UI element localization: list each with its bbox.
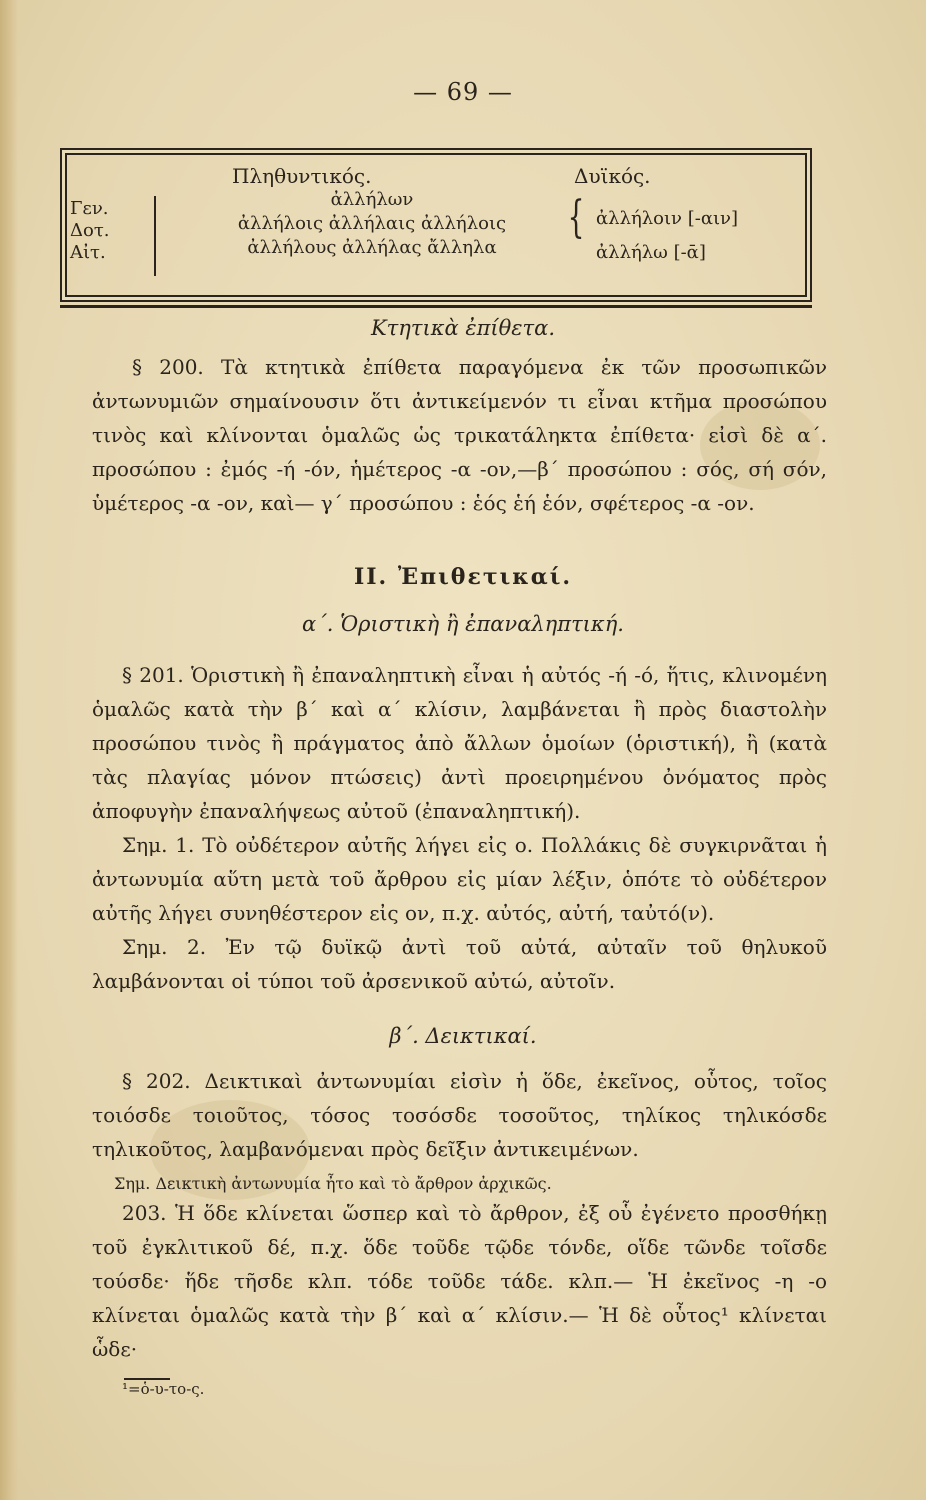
case-genitive: Γεν.	[70, 198, 109, 219]
heading-demonstrative: β΄. Δεικτικαί.	[389, 1024, 537, 1048]
heading-possessive-adjectives: Κτητικὰ ἐπίθετα.	[370, 316, 556, 340]
dual-gen-dat: ἀλλήλοιν [-αιν]	[596, 208, 739, 229]
column-divider	[154, 196, 156, 276]
paragraph-203: 203. Ἡ ὅδε κλίνεται ὥσπερ καὶ τὸ ἄρθρον, ἐξ οὗ ἐγένετο προσθήκῃ τοῦ ἐγκλιτικοῦ δέ, π.χ. ὅδε τοῦδε τῷδε τόνδε, οἵδε τῶνδε τοῖσδε τούσδε· ἥδε τῆσδε κλπ. τόδε τοῦδε τάδε. κλπ.— Ἡ ἐκεῖνος -η -ο κλίνεται ὁμαλῶς κατὰ τὴν β΄ καὶ α΄ κλίσιν.— Ἡ δὲ οὗτος¹ κλίνεται ὧδε·	[92, 1201, 827, 1361]
plural-header: Πληθυντικός.	[232, 164, 372, 188]
dual-header: Δυϊκός.	[574, 164, 651, 188]
paragraph-200: § 200. Τὰ κτητικὰ ἐπίθετα παραγόμενα ἐκ τῶν προσωπικῶν ἀντωνυμιῶν σημαίνουσιν ὅτι ἀντικείμενόν τι εἶναι κτῆμα προσώπου τινὸς καὶ κλίνονται ὁμαλῶς ὡς τρικατάληκτα ἐπίθετα· εἰσὶ δὲ α΄. προσώπου : ἐμός -ή -όν, ἡμέτερος -α -ον,—β΄ προσώπου : σός, σή σόν, ὑμέτερος -α -ον, καὶ— γ΄ προσώπου : ἑός ἑή ἑόν, σφέτερος -α -ον.	[92, 355, 827, 515]
note-202: Σημ. Δεικτικὴ ἀντωνυμία ἦτο καὶ τὸ ἄρθρον ἀρχικῶς.	[114, 1174, 552, 1193]
plural-accusative: ἀλλήλους ἀλλήλας ἄλληλα	[247, 237, 497, 258]
paragraph-201: § 201. Ὁριστικὴ ἢ ἐπαναληπτικὴ εἶναι ἡ αὐτός -ή -ό, ἥτις, κλινομένη ὁμαλῶς κατὰ τὴν β΄ καὶ α΄ κλίσιν, λαμβάνεται ἢ πρὸς διαστολὴν προσώπου τινὸς ἢ πράγματος ἀπὸ ἄλλων ὁμοίων (ὁριστική), ἢ (κατὰ τὰς πλαγίας μόνον πτώσεις) ἀντὶ προειρημένου ὀνόματος πρὸς ἀποφυγὴν ἐπαναλήψεως αὐτοῦ (ἐπαναληπτική). Σημ. 1. Τὸ οὐδέτερον αὐτῆς λήγει εἰς ο. Πολλάκις δὲ συγκιρνᾶται ἡ ἀντωνυμία αὕτη μετὰ τοῦ ἄρθρου εἰς μίαν λέξιν, ὁπότε τὸ οὐδέτερον αὐτῆς λήγει συνηθέστερον εἰς ον, π.χ. αὐτός, αὐτή, ταὐτό(ν). Σημ. 2. Ἐν τῷ δυϊκῷ ἀντὶ τοῦ αὐτά, αὐταῖν τοῦ θηλυκοῦ λαμβάνονται οἱ τύποι τοῦ ἀρσενικοῦ αὐτώ, αὐτοῖν.	[92, 658, 827, 998]
heading-section-II: II. Ἐπιθετικαί.	[353, 564, 573, 590]
table-bottom-rule	[60, 305, 812, 308]
brace-symbol: {	[567, 192, 585, 243]
page-number: — 69 —	[413, 78, 513, 106]
note-2: Σημ. 2. Ἐν τῷ δυϊκῷ ἀντὶ τοῦ αὐτά, αὐταῖν τοῦ θηλυκοῦ λαμβάνονται οἱ τύποι τοῦ ἀρσενικοῦ αὐτώ, αὐτοῖν.	[92, 935, 827, 993]
page-spine-shadow	[0, 0, 18, 1500]
heading-definite: α΄. Ὁριστικὴ ἢ ἐπαναληπτική.	[302, 612, 624, 636]
plural-genitive: ἀλλήλων	[330, 189, 414, 210]
declension-table	[60, 148, 812, 302]
paragraph-202: § 202. Δεικτικαὶ ἀντωνυμίαι εἰσὶν ἡ ὅδε, ἐκεῖνος, οὗτος, τοῖος τοιόσδε τοιοῦτος, τόσος τοσόσδε τοσοῦτος, τηλίκος τηλικόσδε τηλικοῦτος, λαμβανόμεναι πρὸς δεῖξιν ἀντικειμένων.	[92, 1069, 827, 1161]
dual-forms	[596, 202, 738, 270]
case-dative: Δοτ.	[70, 220, 110, 241]
case-column	[70, 198, 140, 264]
plural-dative: ἀλλήλοις ἀλλήλαις ἀλλήλοις	[237, 213, 507, 234]
note-1: Σημ. 1. Τὸ οὐδέτερον αὐτῆς λήγει εἰς ο. Πολλάκις δὲ συγκιρνᾶται ἡ ἀντωνυμία αὕτη μετὰ τοῦ ἄρθρου εἰς μίαν λέξιν, ὁπότε τὸ οὐδέτερον αὐτῆς λήγει συνηθέστερον εἰς ον, π.χ. αὐτός, αὐτή, ταὐτό(ν).	[92, 833, 827, 925]
case-accusative: Αἰτ.	[70, 242, 106, 263]
plural-forms	[172, 188, 572, 260]
dual-nom-acc: ἀλλήλω [-ᾱ]	[596, 242, 706, 263]
footnote: ¹=ὁ-υ-το-ς.	[122, 1380, 205, 1398]
